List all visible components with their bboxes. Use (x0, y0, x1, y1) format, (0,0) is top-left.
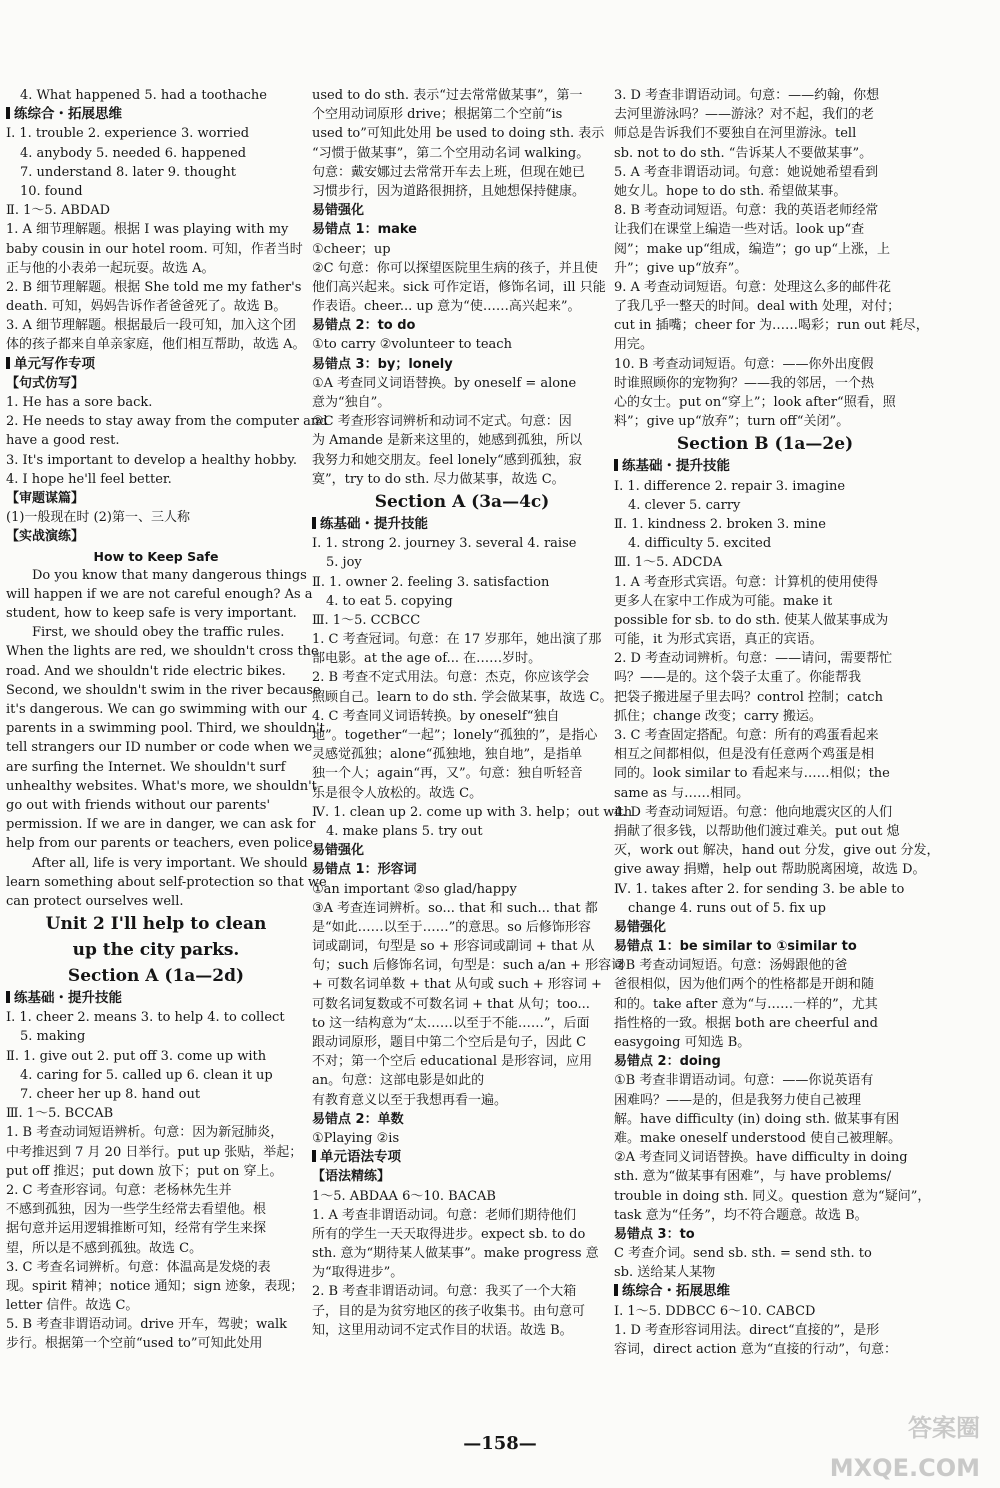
text-line: 1. C 考查冠词。句意：在 17 岁那年，她出演了那 (312, 632, 602, 648)
text-line: used to”可知此处用 be used to doing sth. 表示 (312, 126, 605, 142)
section-heading: 练基础・提升技能 (6, 989, 306, 1008)
text-line: (1)一般现在时 (2)第一、三人称 (6, 510, 190, 526)
text-line: 难。make oneself understood 使自己被理解。 (614, 1130, 902, 1146)
text-line: 捐献了很多钱，以帮助他们渡过难关。put out 熄 (614, 823, 900, 839)
text-line: 她女儿。hope to do sth. 希望做某事。 (614, 183, 847, 199)
text-line: 困难吗？——是的，但是我努力使自己被理 (614, 1092, 862, 1108)
text-line: trouble in doing sth. 同义。question 意为“疑问”， (614, 1188, 931, 1204)
text-line: Ⅱ. 1. give out 2. put off 3. come up with (6, 1048, 267, 1064)
text-line: 句意：戴安娜过去常常开车去上班，但现在她已 (312, 164, 586, 180)
text-line: used to do sth. 表示“过去常常做某事”，第一 (312, 88, 583, 103)
text-line: 个空用动词原形 drive；根据第二个空前“is (312, 107, 563, 123)
text-line: ①cheer；up (312, 241, 391, 257)
text-line: 习惯步行，因为道路很拥挤，且她想保持健康。 (312, 183, 586, 199)
text-line: ②B 考查动词短语。句意：汤姆跟他的爸 (614, 958, 848, 974)
section-heading: 单元语法专项 (312, 1148, 612, 1167)
text-line: 了我几乎一整天的时间。deal with 处理，对付； (614, 299, 901, 315)
text-line: 他们高兴起来。sick 可作定语，修饰名词，ill 只能 (312, 279, 606, 295)
error-point: 易错点 3：by；lonely (312, 356, 453, 372)
section-heading: 练基础・提升技能 (312, 515, 612, 534)
text-line: 让我们在课堂上编造一些对话。look up“查 (614, 222, 865, 238)
text-line: 5. joy (326, 555, 362, 571)
sub-heading: 【审题谋篇】 (6, 490, 85, 506)
text-line: 4. caring for 5. called up 6. clean it up (20, 1067, 273, 1083)
text-line: 心的女士。put on“穿上”；look after“照看，照 (614, 395, 896, 410)
error-point: 易错点 2：doing (614, 1054, 721, 1070)
text-line: 2. He needs to stay away from the computer and (6, 414, 328, 430)
text-line: 用完。 (614, 337, 654, 353)
text-line: 步行。根据第一个空前“used to”可知此处用 (6, 1336, 263, 1352)
text-line: 吗？——是的。这个袋子太重了。你能帮我 (614, 670, 862, 686)
essay-line: will happen if we are not careful enough? As a (6, 586, 313, 602)
essay-line: are surfing the Internet. We shouldn't surf (6, 759, 286, 775)
text-line: 有教育意义以至于我想再看一遍。 (312, 1092, 508, 1108)
text-line: 2. D 考查动词辨析。句意：——请问，需要帮忙 (614, 651, 893, 667)
text-line: 体的孩子都来自单亲家庭，他们相互帮助，故选 A。 (6, 337, 306, 353)
error-point: 易错点 1：make (312, 222, 418, 238)
text-line: 乐是很令人放松的。故选 C。 (312, 785, 483, 801)
text-line: Ⅲ. 1～5. CCBCC (312, 612, 421, 628)
error-point: 易错点 2：to do (312, 318, 416, 334)
text-line: Ⅰ. 1. strong 2. journey 3. several 4. raise (312, 536, 577, 552)
section-title: Section A (1a—2d) (67, 966, 245, 987)
section-heading: 练综合・拓展思维 (6, 105, 306, 124)
text-line: 子，目的是为贫穷地区的孩子收集书。由句意可 (312, 1303, 586, 1319)
unit-title: Unit 2 I'll help to clean (45, 914, 267, 935)
text-line: 1. A 细节理解题。根据 I was playing with my (6, 222, 289, 238)
text-line: 1. D 考查形容词用法。direct“直接的”，是形 (614, 1322, 880, 1338)
text-line: Ⅰ. 1. trouble 2. experience 3. worried (6, 126, 250, 142)
text-line: have a good rest. (6, 433, 120, 449)
section-heading: 单元写作专项 (6, 355, 306, 374)
text-line: 10. found (20, 183, 83, 199)
text-line: 抓住；change 改变；carry 搬运。 (614, 708, 822, 724)
text-line: 1. A 考查非谓语动词。句意：老师们期待他们 (312, 1207, 577, 1223)
column-right (614, 86, 940, 1359)
text-line: sb. 送给某人某物 (614, 1265, 716, 1281)
essay-line: tell strangers our ID number or code when we (6, 740, 313, 756)
text-line: 把袋子搬进屋子里去吗？control 控制；catch (614, 689, 883, 705)
sub-heading: 易错强化 (312, 843, 365, 859)
text-line: an。句意：这部电影是如此的 (312, 1073, 485, 1089)
sub-heading: 易错强化 (614, 919, 667, 935)
text-line: 5. B 考查非谓语动词。drive 开车，驾驶；walk (6, 1317, 287, 1333)
text-line: 和的。take after 意为“与……一样的”，尤其 (614, 996, 878, 1012)
text-line: 为 Amande 是新来这里的，她感到孤独，所以 (312, 433, 583, 449)
text-line: 望，所以是不感到孤独。故选 C。 (6, 1240, 203, 1256)
text-line: 知，这里用动词不定式作目的状语。故选 B。 (312, 1322, 573, 1338)
text-line: sb. not to do sth. “告诉某人不要做某事”。 (614, 145, 873, 161)
text-line: ①A 考查同义词语替换。by oneself = alone (312, 375, 577, 391)
text-line: 4. C 考查同义词语转换。by oneself“独自 (312, 708, 560, 724)
essay-line: First, we should obey the traffic rules. (32, 625, 285, 641)
text-line: cut in 插嘴；cheer for 为……喝彩；run out 耗尽， (614, 318, 929, 334)
text-line: 可数名词复数或不可数名词 + that 从句；too... (312, 996, 590, 1012)
text-line: 现。spirit 精神；notice 通知；sign 迹象，表现； (6, 1278, 304, 1294)
text-line: 1. B 考查动词短语辨析。句意：因为新冠肺炎， (6, 1125, 284, 1141)
unit-title: up the city parks. (72, 940, 240, 961)
text-line: 不对；第一个空后 educational 是形容词，应用 (312, 1054, 593, 1070)
text-line: 4. D 考查动词短语。句意：他向地震灾区的人们 (614, 804, 893, 820)
text-line: ②C 句意：你可以探望医院里生病的孩子，并且使 (312, 260, 598, 276)
text-line: task 意为“任务”，均不符合题意。故选 B。 (614, 1207, 868, 1223)
text-line: 所有的学生一天天取得进步。expect sb. to do (312, 1226, 586, 1242)
text-line: 3. C 考查固定搭配。句意：所有的鸡蛋看起来 (614, 728, 879, 743)
text-line: 更多人在家中工作成为可能。make it (614, 593, 833, 609)
text-line: death. 可知，妈妈告诉作者爸爸死了。故选 B。 (6, 299, 287, 315)
text-line: 4. difficulty 5. excited (628, 536, 772, 552)
text-line: + 可数名词单数 + that 从句或 such + 形容词 + (312, 977, 602, 993)
text-line: 同的。look similar to 看起来与……相似；the (614, 766, 890, 782)
text-line: ③A 考查连词辨析。so... that 和 such... that 都 (312, 900, 598, 916)
text-line: 跟动词原形，题目中第二个空后是句子，因此 C (312, 1035, 587, 1050)
text-line: 灭，work out 解决，hand out 分发，give out 分发， (614, 843, 940, 859)
text-line: 4. I hope he'll feel better. (6, 471, 172, 487)
text-line: easygoing 可知选 B。 (614, 1035, 751, 1050)
essay-line: unhealthy websites. What's more, we shouldn't (6, 778, 317, 794)
section-title: Section B (1a—2e) (676, 434, 854, 455)
essay-line: help from our parents or teachers, even police. (6, 836, 318, 852)
text-line: “习惯于做某事”，第二个空用动名词 walking。 (312, 145, 590, 161)
text-line: Ⅲ. 1～5. ADCDA (614, 555, 723, 571)
text-line: 10. B 考查动词短语。句意：——你外出度假 (614, 356, 874, 372)
text-line: same as 与……相同。 (614, 785, 750, 801)
text-line: 升”；give up“放弃”。 (614, 260, 748, 276)
text-line: 可能，it 为形式宾语，真正的宾语。 (614, 632, 823, 648)
column-left (6, 86, 328, 1354)
text-line: 时谁照顾你的宠物狗？——我的邻居，一个热 (614, 375, 875, 391)
text-line: C 考查介词。send sb. sth. = send sth. to (614, 1246, 872, 1262)
essay-line: When the lights are red, we shouldn't cross the (6, 644, 319, 660)
text-line: 4. What happened 5. had a toothache (20, 88, 267, 103)
sub-heading: 【句式仿写】 (6, 375, 85, 391)
text-line: ②C 考查形容词辨析和动词不定式。句意：因 (312, 414, 572, 430)
text-line: 8. B 考查动词短语。句意：我的英语老师经常 (614, 203, 879, 219)
essay-line: it's dangerous. We can go swimming with our (6, 702, 307, 717)
text-line: 1. He has a sore back. (6, 395, 153, 410)
column-middle (312, 86, 633, 1340)
text-line: 作表语。cheer... up 意为“使……高兴起来”。 (312, 299, 581, 315)
text-line: baby cousin in our hotel room. 可知，作者当时 (6, 241, 303, 257)
essay-line: student, how to keep safe is very important. (6, 606, 297, 622)
text-line: Ⅰ. 1～5. DDBCC 6～10. CABCD (614, 1303, 816, 1319)
text-line: Ⅰ. 1. difference 2. repair 3. imagine (614, 478, 846, 494)
section-title: Section A (3a—4c) (374, 491, 550, 512)
text-line: 3. D 考查非谓语动词。句意：——约翰，你想 (614, 88, 880, 103)
text-line: 句；such 后修饰名词，句型是：such a/an + 形容词 (312, 958, 625, 974)
text-line: 3. A 细节理解题。根据最后一段可知，加入这个团 (6, 318, 297, 334)
text-line: Ⅳ. 1. takes after 2. for sending 3. be able to (614, 881, 905, 897)
text-line: 料”；give up“放弃”；turn off“关闭”。 (614, 414, 850, 430)
text-line: ①an important ②so glad/happy (312, 881, 517, 897)
text-line: 9. A 考查动词短语。句意：处理这么多的邮件花 (614, 279, 892, 295)
text-line: 意为“独自”。 (312, 395, 391, 410)
essay-title: How to Keep Safe (93, 548, 219, 564)
sub-heading: 【实战演练】 (6, 529, 85, 545)
text-line: ①B 考查非谓语动词。句意：——你说英语有 (614, 1073, 874, 1089)
text-line: 阅”；make up“组成，编造”；go up“上涨，上 (614, 241, 891, 257)
text-line: 灵感觉孤独；alone“孤独地，独自地”，是指单 (312, 747, 583, 763)
text-line: 正与他的小表弟一起玩耍。故选 A。 (6, 260, 215, 276)
text-line: 爸很相似，因为他们两个的性格都是开朗和随 (614, 977, 875, 993)
text-line: possible for sb. to do sth. 使某人做某事成为 (614, 612, 889, 628)
essay-line: permission. If we are in danger, we can ask for (6, 817, 316, 833)
error-point: 易错点 1：be similar to ①similar to (614, 939, 857, 955)
text-line: Ⅳ. 1. clean up 2. come up with 3. help；out with (312, 804, 633, 820)
text-line: 师总是告诉我们不要独自在河里游泳。tell (614, 126, 857, 142)
text-line: 2. B 考查不定式用法。句意：杰克，你应该学会 (312, 670, 590, 686)
text-line: Ⅱ. 1～5. ABDAD (6, 203, 111, 219)
text-line: 去河里游泳吗？——游泳？对不起，我们的老 (614, 107, 875, 123)
watermark-logo: 答案圈 MXQE.COM (829, 1414, 980, 1482)
text-line: 7. understand 8. later 9. thought (20, 164, 236, 180)
text-line: 5. making (20, 1029, 86, 1045)
text-line: put off 推迟；put down 放下；put on 穿上。 (6, 1163, 283, 1179)
error-point: 易错点 3：to (614, 1226, 695, 1242)
essay-line: go out with friends without our parents' (6, 797, 271, 813)
text-line: 7. cheer her up 8. hand out (20, 1087, 201, 1102)
text-line: give away 捐赠，help out 帮助脱离困境，故选 D。 (614, 862, 926, 878)
text-line: 4. make plans 5. try out (326, 823, 483, 839)
text-line: 5. A 考查非谓语动词。句意：她说她希望看到 (614, 164, 879, 180)
text-line: 1. A 考查形式宾语。句意：计算机的使用使得 (614, 574, 879, 590)
text-line: 是“如此……以至于……”的意思。so 后修饰形容 (312, 919, 591, 935)
text-line: 为“取得进步”。 (312, 1265, 404, 1281)
text-line: 2. B 考查非谓语动词。句意：我买了一个大箱 (312, 1284, 577, 1300)
text-line: sth. 意为“期待某人做某事”。make progress 意 (312, 1246, 599, 1262)
section-heading: 练基础・提升技能 (614, 457, 916, 476)
text-line: Ⅱ. 1. kindness 2. broken 3. mine (614, 516, 826, 532)
page-number: —158— (463, 1433, 537, 1454)
text-line: 照顾自己。learn to do sth. 学会做某事，故选 C。 (312, 689, 613, 705)
text-line: 2. C 考查形容词。句意：老杨林先生并 (6, 1182, 232, 1198)
text-line: 我努力和她交朋友。feel lonely“感到孤独，寂 (312, 452, 582, 468)
text-line: sth. 意为“做某事有困难”，与 have problems/ (614, 1169, 892, 1185)
text-line: 中考推迟到 7 月 20 日举行。put up 张贴，举起； (6, 1144, 303, 1160)
text-line: Ⅱ. 1. owner 2. feeling 3. satisfaction (312, 574, 550, 590)
text-line: 地”。together“一起”；lonely“孤独的”，是指心 (312, 728, 598, 743)
text-line: Ⅲ. 1～5. BCCAB (6, 1106, 114, 1122)
text-line: 词或副词，句型是 so + 形容词或副词 + that 从 (312, 939, 595, 955)
text-line: 相互之间都相似，但是没有任意两个鸡蛋是相 (614, 747, 875, 763)
text-line: ①to carry ②volunteer to teach (312, 337, 512, 353)
section-heading: 练综合・拓展思维 (614, 1282, 916, 1301)
text-line: letter 信件。故选 C。 (6, 1298, 139, 1314)
sub-heading: 易错强化 (312, 203, 365, 219)
text-line: 3. It's important to develop a healthy hobby. (6, 452, 298, 468)
text-line: 据句意并运用逻辑推断可知，经常有学生来探 (6, 1221, 267, 1237)
text-line: 3. C 考查名词辨析。句意：体温高是发烧的表 (6, 1259, 271, 1275)
text-line: 4. anybody 5. needed 6. happened (20, 145, 247, 161)
text-line: 解。have difficulty (in) doing sth. 做某事有困 (614, 1111, 900, 1127)
text-line: 指性格的一致。根据 both are cheerful and (614, 1015, 878, 1031)
text-line: ①Playing ②is (312, 1130, 400, 1146)
text-line: change 4. runs out of 5. fix up (628, 900, 826, 916)
essay-line: parents in a swimming pool. Third, we shouldn't (6, 721, 325, 737)
sub-heading: 【语法精练】 (312, 1169, 391, 1185)
text-line: 容词，direct action 意为“直接的行动”，句意： (614, 1342, 898, 1357)
essay-line: Second, we shouldn't swim in the river because (6, 682, 321, 698)
error-point: 易错点 1：形容词 (312, 862, 417, 878)
essay-line: can protect ourselves well. (6, 893, 184, 909)
text-line: 独一个人；again“再，又”。句意：独自听轻音 (312, 766, 583, 782)
text-line: 1～5. ABDAA 6～10. BACAB (312, 1188, 496, 1204)
text-line: 4. to eat 5. copying (326, 593, 453, 609)
text-line: 4. clever 5. carry (628, 497, 741, 513)
error-point: 易错点 2：单数 (312, 1111, 404, 1127)
text-line: 寞”，try to do sth. 尽力做某事，故选 C。 (312, 471, 565, 487)
text-line: 不感到孤独，因为一些学生经常去看望他。根 (6, 1202, 267, 1218)
text-line: Ⅰ. 1. cheer 2. means 3. to help 4. to collect (6, 1010, 285, 1026)
essay-line: Do you know that many dangerous things (32, 567, 307, 583)
text-line: to 这一结构意为“太……以至于不能……”，后面 (312, 1015, 590, 1031)
essay-line: learn something about self-protection so that we (6, 874, 327, 890)
text-line: ②A 考查同义词语替换。have difficulty in doing (614, 1150, 908, 1166)
text-line: 部电影。at the age of... 在……岁时。 (312, 651, 542, 667)
text-line: 2. B 细节理解题。根据 She told me my father's (6, 279, 302, 295)
essay-line: road. And we shouldn't ride electric bikes. (6, 663, 286, 679)
essay-line: After all, life is very important. We should (32, 855, 308, 871)
